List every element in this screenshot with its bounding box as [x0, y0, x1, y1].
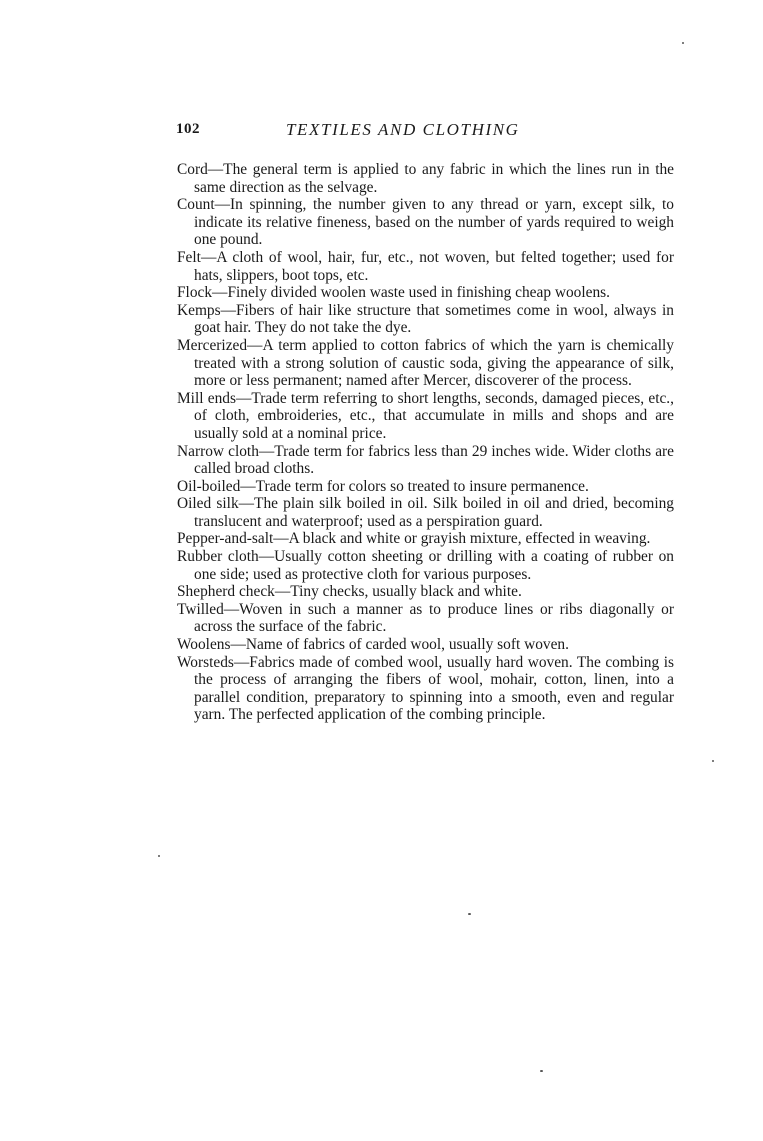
- glossary-entry: Mill ends—Trade term referring to short lengths, seconds, damaged pieces, etc., of cloth, embroideries, etc., that accumulate in mills and shops and are usually sold at a nominal price.: [177, 389, 674, 442]
- scan-speck: [540, 1070, 543, 1072]
- page-header: [176, 121, 676, 143]
- glossary-entry: Woolens—Name of fabrics of carded wool, usually soft woven.: [177, 636, 569, 654]
- glossary-entry: Felt—A cloth of wool, hair, fur, etc., not woven, but felted together; used for hats, slippers, boot tops, etc.: [177, 248, 674, 284]
- scan-speck: [468, 913, 471, 915]
- glossary-entry: Cord—The general term is applied to any fabric in which the lines run in the same direction as the selvage.: [177, 161, 674, 196]
- scan-speck: [682, 42, 684, 44]
- glossary-entry: Shepherd check—Tiny checks, usually black and white.: [177, 583, 522, 601]
- running-title: TEXTILES AND CLOTHING: [286, 120, 520, 139]
- glossary-entry: Count—In spinning, the number given to any thread or yarn, except silk, to indicate its relative fineness, based on the number of yards required to weigh one pound.: [177, 196, 674, 249]
- glossary-entry: Twilled—Woven in such a manner as to produce lines or ribs diagonally or across the surface of the fabric.: [177, 600, 674, 636]
- glossary-entry: Oil-boiled—Trade term for colors so treated to insure permanence.: [177, 477, 589, 495]
- page-number: 102: [176, 121, 200, 137]
- glossary-entry: Oiled silk—The plain silk boiled in oil. Silk boiled in oil and dried, becoming translucent and waterproof; used as a perspiration guard.: [177, 495, 674, 530]
- glossary-entry: Worsteds—Fabrics made of combed wool, usually hard woven. The combing is the process of arranging the fibers of wool, mohair, cotton, linen, into a parallel condition, preparatory to spinning into a smooth, even and regular yarn. The perfected application of the combing principle.: [177, 653, 674, 724]
- scan-speck: [158, 855, 160, 857]
- scan-speck: [712, 760, 714, 762]
- glossary-list: [177, 161, 674, 724]
- glossary-entry: Rubber cloth—Usually cotton sheeting or drilling with a coating of rubber on one side; used as protective cloth for various purposes.: [177, 548, 674, 583]
- glossary-entry: Flock—Finely divided woolen waste used in finishing cheap woolens.: [177, 284, 611, 302]
- glossary-entry: Mercerized—A term applied to cotton fabrics of which the yarn is chemically treated with a strong solution of caustic soda, giving the appearance of silk, more or less permanent; named after Mercer, discoverer of the process.: [177, 336, 674, 390]
- glossary-entry: Pepper-and-salt—A black and white or grayish mixture, effected in weaving.: [177, 530, 651, 548]
- glossary-entry: Kemps—Fibers of hair like structure that sometimes come in wool, always in goat hair. They do not take the dye.: [177, 301, 674, 337]
- glossary-entry: Narrow cloth—Trade term for fabrics less than 29 inches wide. Wider cloths are called broad cloths.: [177, 442, 674, 478]
